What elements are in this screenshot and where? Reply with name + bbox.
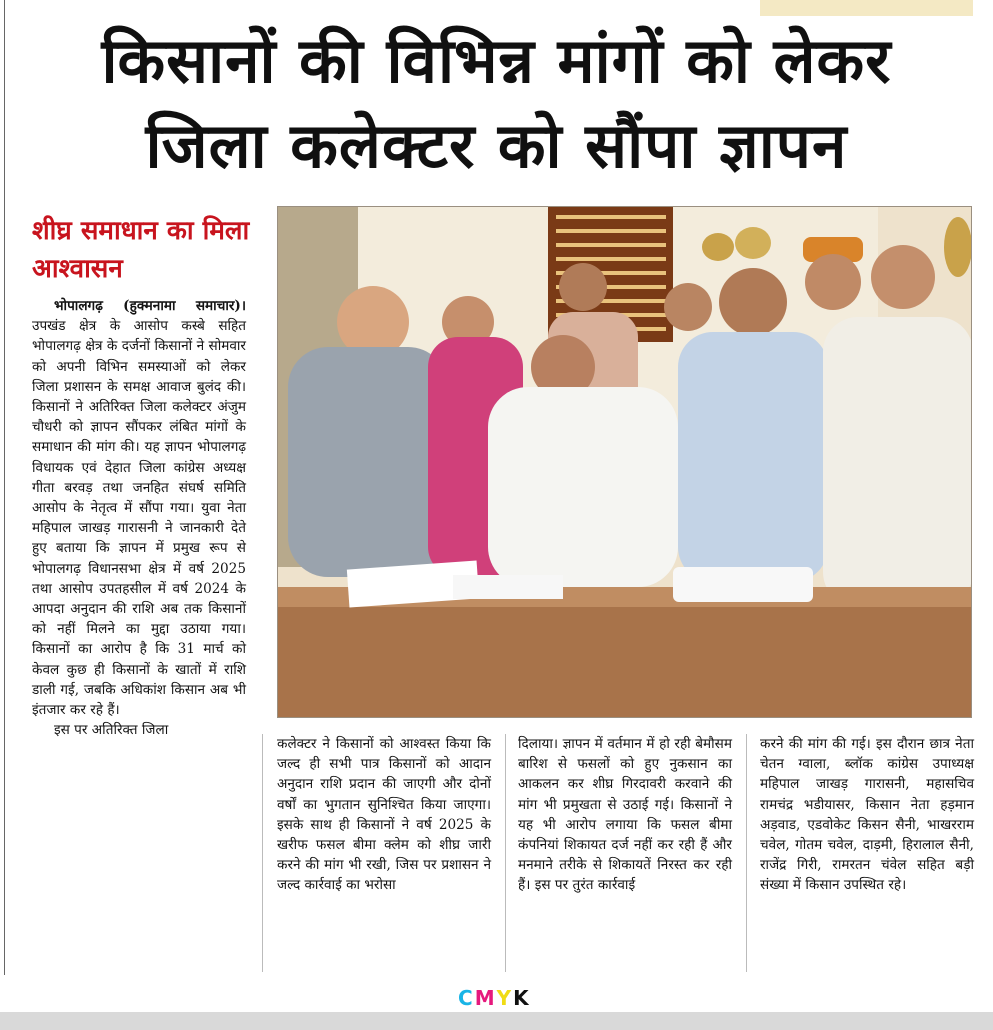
article-column-4: करने की मांग की गई। इस दौरान छात्र नेता चेतन ग्वाला, ब्लॉक कांग्रेस उपाध्यक्ष महिपाल जाखड़ गारासनी, महासचिव रामचंद्र भडीयासर, किसान नेता हड़मान अड़वाड, एडवोकेट किसन सैनी, भाखरराम चवेल, गोतम चवेल, दाड़मी, हिरालाल सैनी, राजेंद्र गिरी, रामरतन चंवेल सहित बड़ी संख्या में किसान उपस्थित रहे।: [760, 736, 974, 894]
article-lead-text: उपखंड क्षेत्र के आसोप कस्बे सहित भोपालगढ़ क्षेत्र के दर्जनों किसानों ने सोमवार को अपनी विभिन समस्याओं को लेकर जिला प्रशासन के समक्ष आवाज बुलंद की। किसानों ने अतिरिक्त जिला कलेक्टर अंजुम चौधरी को ज्ञापन सौंपकर लंबित मांगों के समाधान की मांग की। यह ज्ञापन भोपालगढ़ विधायक एवं देहात जिला कांग्रेस अध्यक्ष गीता बरवड़ तथा जनहित संघर्ष समिति आसोप के नेतृत्व में सौंपा गया। युवा नेता महिपाल जाखड़ गारासनी ने जानकारी देते हुए बताया कि ज्ञापन में प्रमुख रूप से भोपालगढ़ विधानसभा क्षेत्र में वर्ष 2025 तथा आसोप उपतहसील में वर्ष 2024 के आपदा अनुदान की राशि अब तक किसानों को नहीं मिलने का मुद्दा उठाया गया। किसानों का आरोप है कि 31 मार्च को केवल कुछ ही किसानों के खातों में राशि डाली गई, जबकि अधिकांश किसान अब भी इंतजार कर रहे हैं।: [32, 318, 246, 719]
top-ad-strip: [760, 0, 973, 16]
dateline: भोपालगढ़ (हुक्मनामा समाचार)।: [54, 298, 246, 314]
cmyk-c: C: [458, 986, 475, 1010]
headline-line-1: किसानों की विभिन्न मांगों को लेकर: [101, 24, 892, 97]
news-photo-illustration: [278, 207, 972, 718]
column-rule-3: [746, 734, 747, 972]
bottom-band: [0, 1012, 993, 1030]
subheadline: शीघ्र समाधान का मिला आश्वासन: [32, 216, 250, 284]
cmyk-k: K: [513, 986, 531, 1010]
top-strip: [0, 0, 993, 16]
news-photo: [277, 206, 972, 718]
article-column-1: [32, 296, 246, 740]
article-column-2: कलेक्टर ने किसानों को आश्वस्त किया कि जल्द ही सभी पात्र किसानों को आदान अनुदान राशि प्रदान की जाएगी और दोनों वर्षों का भुगतान सुनिश्चित किया जाएगा। इसके साथ ही किसानों ने वर्ष 2025 के खरीफ फसल बीमा क्लेम को शीघ्र जारी करने की मांग भी रखी, जिस पर प्रशासन ने जल्द कार्रवाई का भरोसा: [277, 736, 491, 894]
headline-line-2: जिला कलेक्टर को सौंपा ज्ञापन: [145, 109, 848, 182]
cmyk-y: Y: [496, 986, 514, 1010]
column-rule-1: [262, 734, 263, 972]
article-col1-tail: इस पर अतिरिक्त जिला: [54, 722, 169, 739]
cmyk-print-mark: [458, 986, 531, 1010]
cmyk-m: M: [474, 986, 497, 1010]
article-column-3: दिलाया। ज्ञापन में वर्तमान में हो रही बेमौसम बारिश से फसलों को हुए नुकसान का आकलन कर शीघ्र गिरदावरी करवाने की मांग भी प्रमुखता से उठाई गई। किसानों ने यह भी आरोप लगाया कि फसल बीमा कंपनियां शिकायत दर्ज नहीं कर रही हैं और मनमाने तरीके से शिकायतें निरस्त कर रही हैं। इस पर तुरंत कार्रवाई: [518, 736, 732, 894]
column-rule-2: [505, 734, 506, 972]
